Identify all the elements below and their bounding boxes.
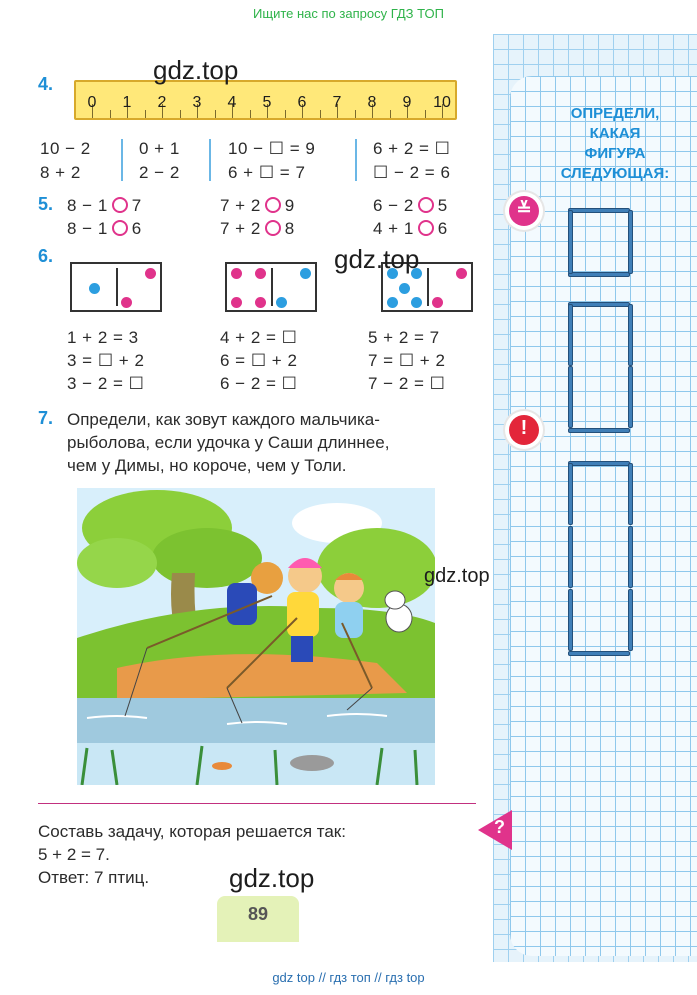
top-banner: Ищите нас по запросу ГДЗ ТОП — [253, 6, 444, 21]
task-6-expression: 1 + 2 = 3 — [67, 328, 139, 347]
think-badge-symbol: ≚ — [516, 199, 532, 219]
matchstick — [628, 304, 633, 366]
comparison-right: 6 — [437, 219, 448, 238]
matchstick — [568, 463, 573, 525]
task-6-expression: 6 − 2 = ☐ — [220, 374, 298, 393]
ruler-label: 0 — [87, 94, 97, 111]
task-6-expression: 5 + 2 = 7 — [368, 328, 440, 347]
comparison-right: 5 — [437, 196, 448, 215]
comparison-right: 7 — [131, 196, 142, 215]
matchstick — [628, 366, 633, 428]
side-heading-line: ФИГУРА — [584, 145, 646, 162]
watermark: gdz.top — [334, 244, 420, 274]
matchstick — [568, 651, 630, 656]
watermark: gdz.top — [153, 55, 239, 85]
comparison-left: 6 − 2 — [373, 196, 414, 215]
side-heading-line: СЛЕДУЮЩАЯ: — [560, 165, 670, 182]
task-5-number: 5. — [38, 194, 54, 214]
task-4-expression: ☐ − 2 = 6 — [373, 163, 451, 182]
watermark: gdz.top — [229, 863, 315, 893]
matchstick — [568, 272, 630, 277]
ruler-label: 6 — [297, 94, 307, 111]
matchstick — [628, 463, 633, 525]
side-heading-line: ОПРЕДЕЛИ, — [570, 105, 660, 122]
task-4-expression: 10 − ☐ = 9 — [228, 139, 316, 158]
matchstick — [628, 526, 633, 588]
watermark: gdz.top — [424, 565, 490, 587]
matchstick — [568, 589, 573, 651]
matchstick — [568, 210, 573, 274]
task-4-expression: 6 + ☐ = 7 — [228, 163, 306, 182]
bottom-task-line: Составь задачу, которая решается так: — [38, 822, 346, 841]
comparison-left: 7 + 2 — [220, 219, 261, 238]
comparison-left: 4 + 1 — [373, 219, 414, 238]
task-7-number: 7. — [38, 408, 54, 428]
task-6-expression: 3 − 2 = ☐ — [67, 374, 145, 393]
comparison-right: 6 — [131, 219, 142, 238]
ruler-label: 8 — [367, 94, 377, 111]
matchstick — [568, 302, 630, 307]
task-4-expression: 10 − 2 — [40, 139, 91, 158]
ruler-label: 10 — [433, 94, 451, 111]
ruler-label: 3 — [192, 94, 202, 111]
ruler-label: 9 — [402, 94, 412, 111]
side-heading-line: КАКАЯ — [589, 125, 641, 142]
task-7-line: рыболова, если удочка у Саши длиннее, — [67, 433, 390, 452]
comparison-right: 9 — [284, 196, 295, 215]
comparison-left: 7 + 2 — [220, 196, 261, 215]
comparison-right: 8 — [284, 219, 295, 238]
attention-badge-symbol: ! — [520, 417, 528, 439]
task-6-number: 6. — [38, 246, 54, 266]
task-4-expression: 2 − 2 — [139, 163, 180, 182]
matchstick — [568, 461, 630, 466]
footer: gdz top // гдз топ // гдз top — [272, 970, 425, 985]
matchstick — [568, 526, 573, 588]
question-mark: ? — [494, 817, 505, 837]
matchstick — [568, 304, 573, 366]
task-4-expression: 0 + 1 — [139, 139, 180, 158]
matchstick — [628, 210, 633, 274]
ruler-label: 1 — [122, 94, 132, 111]
ruler-label: 5 — [262, 94, 272, 111]
task-7-line: чем у Димы, но короче, чем у Толи. — [67, 456, 347, 475]
matchstick — [568, 208, 630, 213]
task-4-number: 4. — [38, 74, 54, 94]
matchstick — [568, 366, 573, 428]
task-4-expression: 8 + 2 — [40, 163, 81, 182]
comparison-left: 8 − 1 — [67, 196, 108, 215]
task-6-expression: 4 + 2 = ☐ — [220, 328, 298, 347]
ruler-label: 4 — [227, 94, 237, 111]
task-6-expression: 7 = ☐ + 2 — [368, 351, 446, 370]
task-7-line: Определи, как зовут каждого мальчика- — [67, 410, 380, 429]
task-4-expression: 6 + 2 = ☐ — [373, 139, 451, 158]
comparison-left: 8 − 1 — [67, 219, 108, 238]
bottom-task-line: 5 + 2 = 7. — [38, 845, 110, 864]
ruler-label: 7 — [332, 94, 342, 111]
page-number: 89 — [217, 896, 299, 942]
ruler-label: 2 — [157, 94, 167, 111]
task-6-expression: 3 = ☐ + 2 — [67, 351, 145, 370]
matchstick — [568, 428, 630, 433]
task-6-expression: 6 = ☐ + 2 — [220, 351, 298, 370]
bottom-task-line: Ответ: 7 птиц. — [38, 868, 150, 887]
task-6-expression: 7 − 2 = ☐ — [368, 374, 446, 393]
matchstick — [628, 589, 633, 651]
